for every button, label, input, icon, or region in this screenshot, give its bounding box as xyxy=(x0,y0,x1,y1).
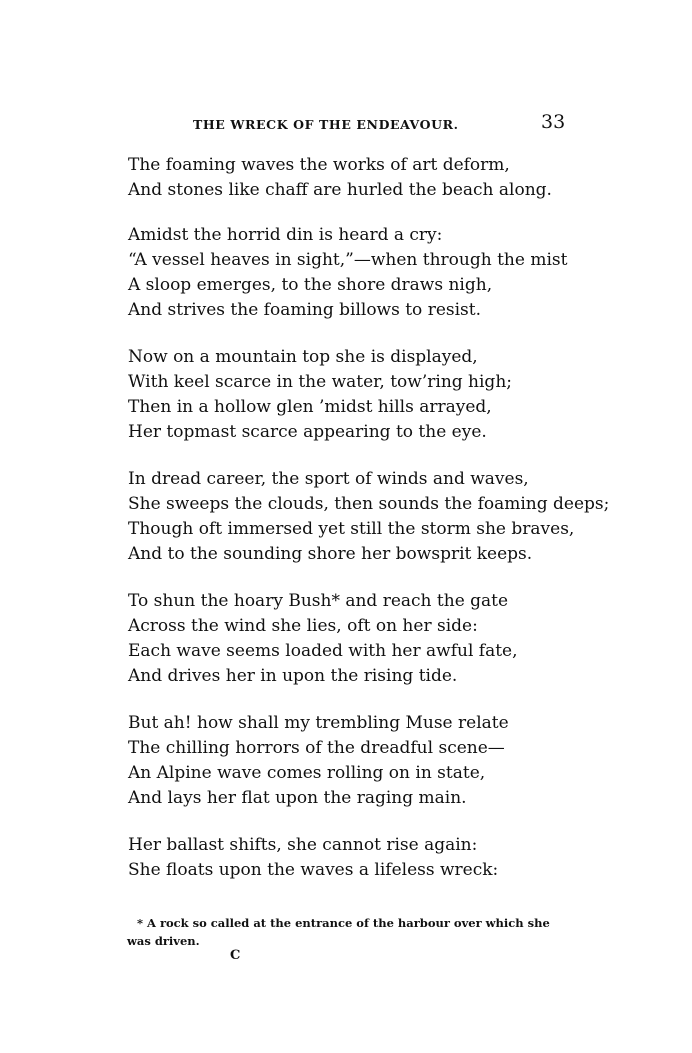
poem-line: Her ballast shifts, she cannot rise again: xyxy=(128,835,478,855)
running-head: THE WRECK OF THE ENDEAVOUR. xyxy=(193,117,459,132)
poem-line: Across the wind she lies, oft on her side: xyxy=(128,616,478,636)
stanza xyxy=(128,153,648,203)
poem-line: She sweeps the clouds, then sounds the foaming deeps; xyxy=(128,494,610,514)
poem-line: But ah! how shall my trembling Muse relate xyxy=(128,713,509,733)
poem-line: An Alpine wave comes rolling on in state, xyxy=(128,763,486,783)
poem-line: “A vessel heaves in sight,”—when through the mist xyxy=(128,250,568,270)
footnote xyxy=(127,914,557,950)
stanza xyxy=(128,711,648,811)
stanza xyxy=(128,833,648,883)
poem-line: She floats upon the waves a lifeless wreck: xyxy=(128,860,499,880)
poem-line: Her topmast scarce appearing to the eye. xyxy=(128,422,487,442)
page-header xyxy=(0,111,692,135)
poem-line: With keel scarce in the water, tow’ring high; xyxy=(128,372,512,392)
footnote-line: was driven. xyxy=(127,934,200,948)
stanza xyxy=(128,345,648,445)
poem-line: The chilling horrors of the dreadful scene— xyxy=(128,738,505,758)
poem-line: Each wave seems loaded with her awful fate, xyxy=(128,641,518,661)
stanza xyxy=(128,223,648,323)
poem-line: Then in a hollow glen ’midst hills arrayed, xyxy=(128,397,492,417)
signature-mark: C xyxy=(230,948,241,963)
poem-line: And to the sounding shore her bowsprit keeps. xyxy=(128,544,533,564)
poem-line: Though oft immersed yet still the storm she braves, xyxy=(128,519,575,539)
stanza xyxy=(128,467,648,567)
poem-line: And drives her in upon the rising tide. xyxy=(128,666,458,686)
poem-line: To shun the hoary Bush* and reach the gate xyxy=(128,591,509,611)
poem-line: Now on a mountain top she is displayed, xyxy=(128,347,478,367)
poem-line: A sloop emerges, to the shore draws nigh, xyxy=(128,275,493,295)
stanza xyxy=(128,589,648,689)
poem-body xyxy=(128,153,648,905)
poem-line: And lays her flat upon the raging main. xyxy=(128,788,467,808)
poem-line: And strives the foaming billows to resist. xyxy=(128,300,482,320)
footnote-line: * A rock so called at the entrance of the harbour over which she xyxy=(137,916,550,930)
poem-line: In dread career, the sport of winds and waves, xyxy=(128,469,529,489)
poem-line: Amidst the horrid din is heard a cry: xyxy=(128,225,443,245)
poem-line: The foaming waves the works of art deform, xyxy=(128,155,510,175)
poem-line: And stones like chaff are hurled the beach along. xyxy=(128,180,552,200)
page-number: 33 xyxy=(541,111,566,133)
